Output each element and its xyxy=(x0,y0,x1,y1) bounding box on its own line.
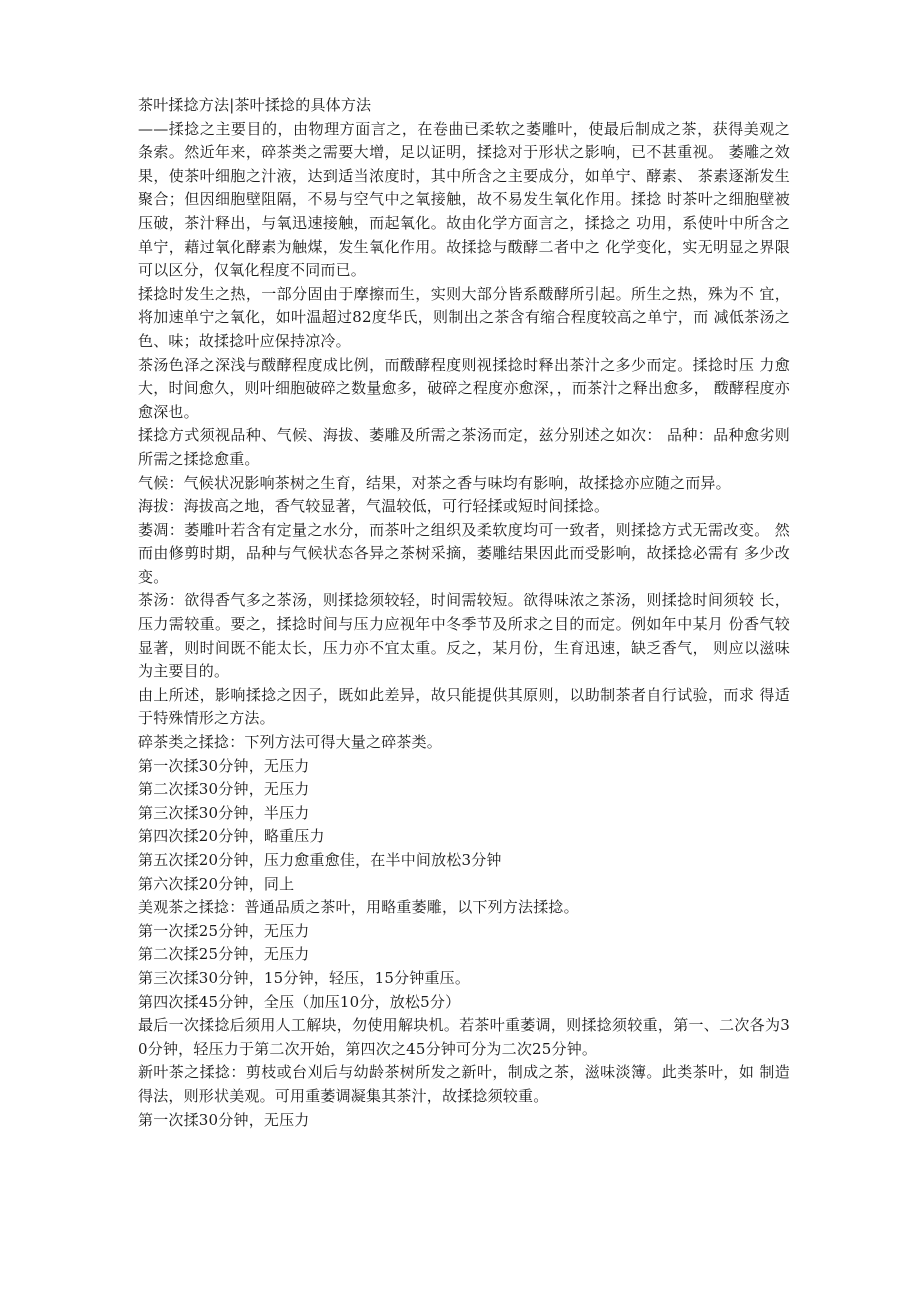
step-line: 第一次揉25分钟，无压力 xyxy=(138,921,310,940)
paragraph-method-variety: 揉捻方式须视品种、气候、海拔、萎雕及所需之茶汤而定，兹分别述之如次： 品种：品种愈劣则所需之揉捻愈重。 xyxy=(138,426,790,468)
paragraph-color: 茶汤色泽之深浅与酦酵程度成比例，而酦酵程度则视揉捻时释出茶汁之多少而定。揉捻时压 力愈大，时间愈久，则叶细胞破碎之数量愈多，破碎之程度亦愈深，，而茶汁之释出愈多， 酦酵程度亦愈深也。 xyxy=(138,355,790,421)
document-page xyxy=(138,94,790,1132)
paragraph-summary: 由上所述，影响揉捻之因子，既如此差异，故只能提供其原则，以助制茶者自行试验，而求 得适于特殊情形之方法。 xyxy=(138,685,790,728)
paragraph-fine-tea-heading: 美观茶之揉捻：普通品质之茶叶，用略重萎雕，以下列方法揉捻。 xyxy=(138,898,579,917)
step-line: 第五次揉20分钟，压力愈重愈佳，在半中间放松3分钟 xyxy=(138,851,502,869)
step-line: 第三次揉30分钟，15分钟，轻压，15分钟重压。 xyxy=(138,968,471,987)
step-line: 第一次揉30分钟，无压力 xyxy=(138,756,310,775)
paragraph-liquor: 茶汤：欲得香气多之茶汤，则揉捻须较轻，时间需较短。欲得味浓之茶汤，则揉捻时间须较 长，压力需较重。要之，揉捻时间与压力应视年中冬季节及所求之目的而定。例如年中某月 份香气较显著，则时间既不能太长，压力亦不宜太重。反之，某月份，生育迅速，缺乏香气， 则应以滋味为主要目的。 xyxy=(138,591,790,681)
paragraph-heat: 揉捻时发生之热，一部分固由于摩擦而生，实则大部分皆系酦酵所引起。所生之热，殊为不 宜，将加速单宁之氧化，如叶温超过82度华氏，则制出之茶含有缩合程度较高之单宁，而 减低茶汤之色、味；故揉捻叶应保持凉冷。 xyxy=(138,284,790,350)
paragraph-new-leaf-heading: 新叶茶之揉捻：剪枝或台刈后与幼龄茶树所发之新叶，制成之茶，滋味淡簿。此类茶叶，如 制造得法，则形状美观。可用重萎调凝集其茶汁，故揉捻须较重。 xyxy=(138,1063,790,1105)
step-line: 第四次揉20分钟，略重压力 xyxy=(138,827,325,846)
paragraph-withering: 萎凋：萎雕叶若含有定量之水分，而茶叶之组织及柔软度均可一致者，则揉捻方式无需改变。 然而由修剪时期，品种与气候状态各异之茶树采摘，萎雕结果因此而受影响，故揉捻必需有 多少改变。 xyxy=(138,520,790,586)
step-line: 第二次揉30分钟，无压力 xyxy=(138,780,310,799)
paragraph-climate: 气候：气候状况影响茶树之生育，结果，对茶之香与味均有影响，故揉捻亦应随之而异。 xyxy=(138,473,731,492)
step-line: 第一次揉30分钟，无压力 xyxy=(138,1110,310,1129)
paragraph-altitude: 海拔：海拔高之地，香气较显著，气温较低，可行轻揉或短时间揉捻。 xyxy=(138,497,610,516)
step-line: 第二次揉25分钟，无压力 xyxy=(138,945,310,964)
step-line: 第六次揉20分钟，同上 xyxy=(138,874,295,893)
document-title: 茶叶揉捻方法|茶叶揉捻的具体方法 xyxy=(138,96,372,114)
step-line: 第三次揉30分钟，半压力 xyxy=(138,803,310,822)
paragraph-final-rolling: 最后一次揉捻后须用人工解块，勿使用解块机。若茶叶重萎调，则揉捻须较重，第一、二次各为30分钟，轻压力于第二次开始，第四次之45分钟可分为二次25分钟。 xyxy=(138,1016,790,1058)
step-line: 第四次揉45分钟，全压（加压10分，放松5分） xyxy=(138,992,461,1011)
paragraph-broken-tea-heading: 碎茶类之揉捻：下列方法可得大量之碎茶类。 xyxy=(138,733,443,752)
paragraph-purpose: ——揉捻之主要目的，由物理方面言之，在卷曲已柔软之萎雕叶，使最后制成之茶，获得美观之条索。然近年来，碎茶类之需要大增，足以证明，揉捻对于形状之影响，已不甚重视。 萎雕之效果，使茶叶细胞之汁液，达到适当浓度时，其中所含之主要成分，如单宁、酵素、 茶素逐渐发生聚合；但因细胞壁阻隔，不易与空气中之氧接触，故不易发生氧化作用。揉捻 时茶叶之细胞壁被压破，茶汁释出，与氧迅速接触，而起氧化。故由化学方面言之，揉捻之 功用，系使叶中所含之单宁，藉过氧化酵素为触煤，发生氧化作用。故揉捻与酦酵二者中之 化学变化，实无明显之界限可以区分，仅氧化程度不同而已。 xyxy=(138,119,790,280)
